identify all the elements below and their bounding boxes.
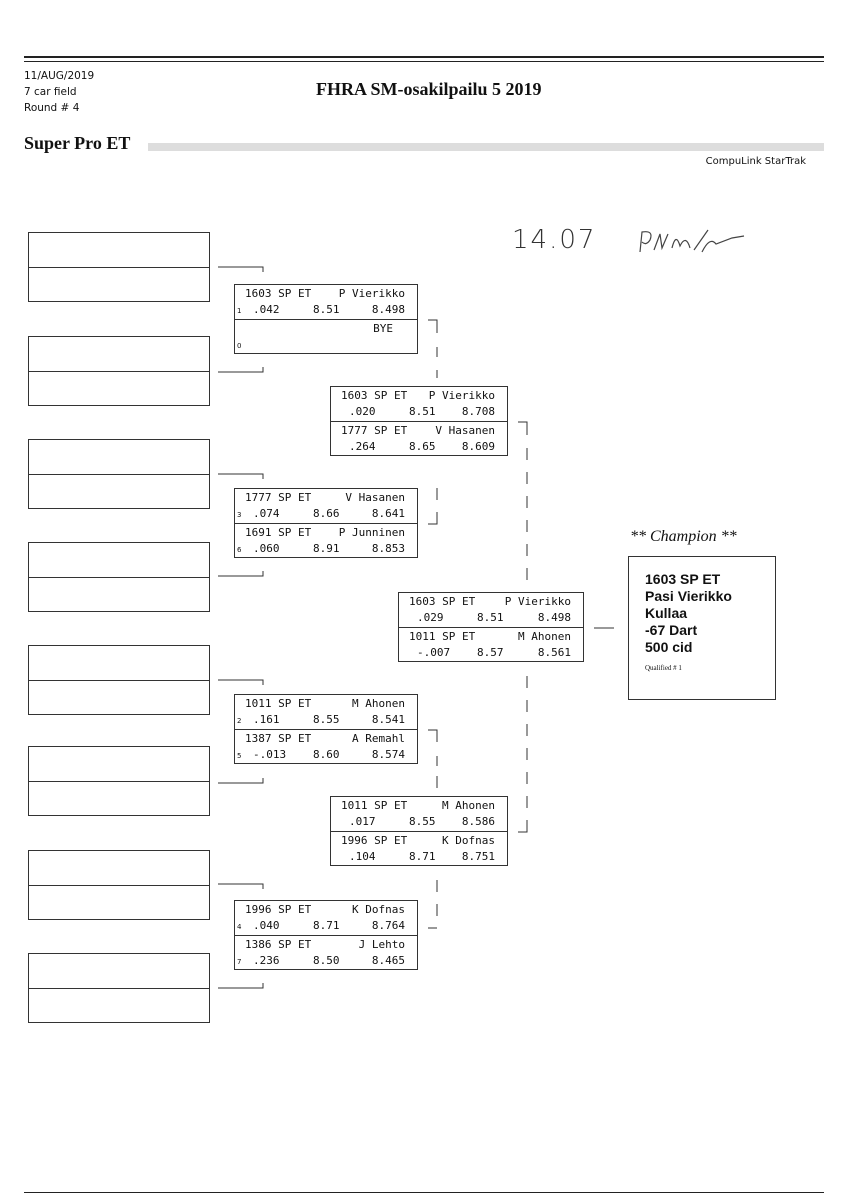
elapsed-time: 8.51 [477,611,504,624]
lane-top [235,285,417,319]
car-number: 1386 SP ET [245,938,312,951]
elapsed-time: 8.51 [409,405,436,418]
match-final [398,592,584,662]
bye-label: BYE [373,322,393,335]
reaction-time: .236 [253,954,280,967]
dial-time: 8.609 [461,440,495,453]
elapsed-time: 8.51 [313,303,340,316]
champion-city: Kullaa [645,605,688,621]
dial-time: 8.561 [537,646,571,659]
driver-name: P Vierikko [428,389,495,402]
lane-top [235,695,417,729]
car-number: 1387 SP ET [245,732,312,745]
qual-position: 6 [237,546,242,554]
match-r1-1 [234,284,418,354]
champion-car: 1603 SP ET [645,571,721,587]
car-number: 1603 SP ET [341,389,408,402]
match-r2-1 [330,386,508,456]
class-name: Super Pro ET [24,133,131,153]
lane-top [399,593,583,627]
reaction-time: .104 [349,850,376,863]
car-number: 1011 SP ET [341,799,408,812]
elapsed-time: 8.60 [313,748,340,761]
dial-time: 8.498 [537,611,571,624]
lane-bottom [235,523,417,558]
driver-name: P Vierikko [504,595,571,608]
dial-time: 8.641 [371,507,405,520]
driver-name: P Junninen [338,526,405,539]
lane-top [331,387,507,421]
round-number: Round # 4 [24,102,80,114]
match-r1-2 [234,488,418,558]
reaction-time: .020 [349,405,376,418]
race-date: 11/AUG/2019 [24,70,95,82]
dial-time: 8.498 [371,303,405,316]
driver-name: K Dofnas [352,903,405,916]
dial-time: 8.853 [371,542,405,555]
elapsed-time: 8.66 [313,507,340,520]
reaction-time: .042 [253,303,280,316]
driver-name: K Dofnas [442,834,495,847]
lane-bottom [331,421,507,456]
champion-qualified: Qualified # 1 [645,664,682,672]
car-number: 1691 SP ET [245,526,312,539]
car-number: 1777 SP ET [245,491,312,504]
qual-position: 0 [237,342,242,350]
driver-name: M Ahonen [518,630,571,643]
qual-position: 3 [237,511,242,519]
dial-time: 8.541 [371,713,405,726]
dial-time: 8.586 [461,815,495,828]
match-r1-3 [234,694,418,764]
champion-engine: 500 cid [645,639,693,655]
dial-time: 8.751 [461,850,495,863]
elapsed-time: 8.71 [409,850,436,863]
lane-top [235,901,417,935]
car-number: 1603 SP ET [245,287,312,300]
reaction-time: .074 [253,507,280,520]
lane-bottom [399,627,583,662]
car-number: 1996 SP ET [341,834,408,847]
reaction-time: .029 [417,611,444,624]
qual-position: 5 [237,752,242,760]
reaction-time: .040 [253,919,280,932]
elapsed-time: 8.71 [313,919,340,932]
match-r2-2 [330,796,508,866]
handwritten-time: 14.07 [512,225,597,255]
driver-name: V Hasanen [345,491,405,504]
driver-name: P Vierikko [338,287,405,300]
elapsed-time: 8.55 [313,713,340,726]
qual-position: 4 [237,923,242,931]
qual-position: 2 [237,717,242,725]
elapsed-time: 8.50 [313,954,340,967]
dial-time: 8.708 [461,405,495,418]
driver-name: M Ahonen [352,697,405,710]
car-number: 1011 SP ET [245,697,312,710]
champion-box [628,556,776,700]
driver-name: M Ahonen [442,799,495,812]
match-r1-4 [234,900,418,970]
lane-bottom [331,831,507,866]
champion-name: Pasi Vierikko [645,588,732,604]
car-number: 1777 SP ET [341,424,408,437]
champion-vehicle: -67 Dart [645,622,698,638]
lane-bottom [235,729,417,764]
car-number: 1996 SP ET [245,903,312,916]
reaction-time: .017 [349,815,376,828]
event-title: FHRA SM-osakilpailu 5 2019 [316,79,542,99]
car-number: 1011 SP ET [409,630,476,643]
lane-top [235,489,417,523]
reaction-time: -.013 [253,748,287,761]
elapsed-time: 8.55 [409,815,436,828]
reaction-time: .161 [253,713,280,726]
qual-position: 7 [237,958,242,966]
reaction-time: -.007 [417,646,451,659]
lane-top [331,797,507,831]
dial-time: 8.764 [371,919,405,932]
car-number: 1603 SP ET [409,595,476,608]
reaction-time: .060 [253,542,280,555]
dial-time: 8.465 [371,954,405,967]
elapsed-time: 8.57 [477,646,504,659]
field-size: 7 car field [24,86,77,98]
champion-label: ** Champion ** [630,528,737,545]
driver-name: J Lehto [358,938,405,951]
lane-bottom [235,319,417,354]
driver-name: A Remahl [352,732,405,745]
lane-bottom [235,935,417,970]
driver-name: V Hasanen [435,424,495,437]
qual-position: 1 [237,307,242,315]
software-brand: CompuLink StarTrak [705,156,806,167]
dial-time: 8.574 [371,748,405,761]
reaction-time: .264 [349,440,376,453]
elapsed-time: 8.91 [313,542,340,555]
elapsed-time: 8.65 [409,440,436,453]
